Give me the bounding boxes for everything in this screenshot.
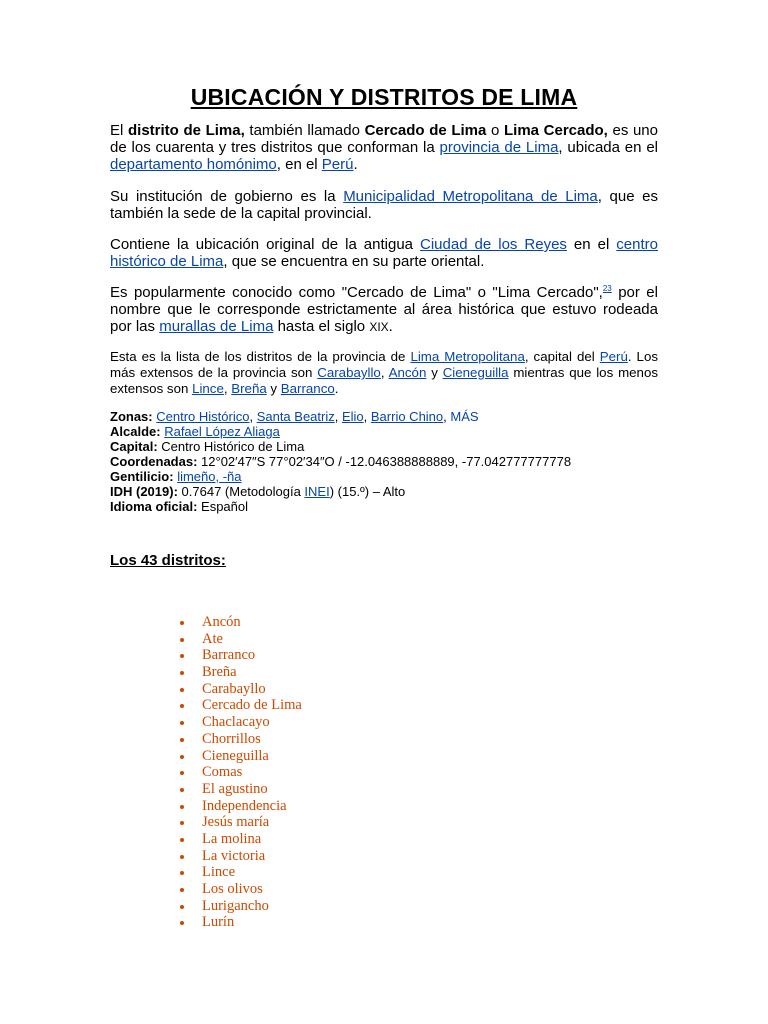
link-zona[interactable]: Santa Beatriz <box>256 409 335 424</box>
link-cieneguilla[interactable]: Cieneguilla <box>442 365 509 380</box>
text: y <box>426 365 443 380</box>
info-row-zonas: Zonas: Centro Histórico, Santa Beatriz, Elio, Barrio Chino, MÁS <box>110 409 479 424</box>
list-item <box>178 731 302 748</box>
district-name: La molina <box>202 830 262 847</box>
link-centro-historico[interactable]: centro histórico de Lima <box>110 236 658 270</box>
info-value: Español <box>201 499 249 514</box>
link-mas[interactable]: MÁS <box>450 409 479 424</box>
district-name: Lurigancho <box>202 897 269 914</box>
link-municipalidad[interactable]: Municipalidad Metropolitana de Lima <box>343 188 598 205</box>
districts-list <box>178 614 302 931</box>
district-name: La victoria <box>202 847 266 864</box>
paragraph-intro <box>110 122 658 173</box>
list-item <box>178 831 302 848</box>
text: mientras que los menos extensos son <box>110 365 658 396</box>
bullet-icon <box>180 638 184 642</box>
text: . <box>334 381 339 396</box>
info-label: Zonas: <box>110 409 153 424</box>
text: . Los más extensos de la provincia son <box>110 349 658 380</box>
list-item <box>178 664 302 681</box>
district-name: Jesús maría <box>202 814 270 831</box>
link-lince[interactable]: Lince <box>192 381 224 396</box>
link-departamento[interactable]: departamento homónimo <box>110 156 277 173</box>
link-lima-metropolitana[interactable]: Lima Metropolitana <box>410 349 525 364</box>
paragraph-cercado <box>110 284 658 336</box>
info-label: Alcalde: <box>110 424 161 439</box>
info-label: Coordenadas: <box>110 454 198 469</box>
bullet-icon <box>180 704 184 708</box>
info-row-capital <box>110 439 670 454</box>
info-value: Centro Histórico de Lima <box>161 439 305 454</box>
district-name: Chaclacayo <box>202 714 270 731</box>
link-zona[interactable]: Elio <box>341 409 364 424</box>
link-gentilicio[interactable]: limeño, -ña <box>177 469 242 484</box>
link-zona[interactable]: Barrio Chino <box>370 409 444 424</box>
list-item <box>178 631 302 648</box>
bullet-icon <box>180 738 184 742</box>
district-name: Cieneguilla <box>202 747 269 764</box>
text: hasta el siglo <box>273 318 370 335</box>
district-name: Lince <box>202 864 236 881</box>
info-row-coordenadas <box>110 454 670 469</box>
bullet-icon <box>180 671 184 675</box>
list-item <box>178 781 302 798</box>
list-item <box>178 864 302 881</box>
link-zona[interactable]: Centro Histórico <box>156 409 250 424</box>
list-item <box>178 647 302 664</box>
bullet-icon <box>180 905 184 909</box>
bold-term: Lima Cercado, <box>504 122 608 139</box>
district-name: Ancón <box>202 614 241 630</box>
paragraph-gobierno <box>110 188 658 222</box>
district-name: Comas <box>202 764 243 781</box>
bullet-icon <box>180 805 184 809</box>
footnote-link[interactable]: 23 <box>602 284 612 293</box>
link-ciudad-de-los-reyes[interactable]: Ciudad de los Reyes <box>420 236 567 253</box>
list-item <box>178 898 302 915</box>
text: y <box>266 381 281 396</box>
bullet-icon <box>180 688 184 692</box>
info-row-gentilicio <box>110 469 670 484</box>
paragraph-ubicacion <box>110 236 658 270</box>
text: también llamado <box>244 122 365 139</box>
link-provincia-de-lima[interactable]: provincia de Lima <box>439 139 559 156</box>
list-item <box>178 714 302 731</box>
list-item <box>178 614 302 631</box>
text: . <box>388 318 393 335</box>
bullet-icon <box>180 721 184 725</box>
bullet-icon <box>180 755 184 759</box>
list-item <box>178 814 302 831</box>
text: , en el <box>276 156 322 173</box>
district-name: Independencia <box>202 797 287 814</box>
list-item <box>178 798 302 815</box>
districts-heading: Los 43 distritos: <box>110 552 226 569</box>
bullet-icon <box>180 821 184 825</box>
list-item <box>178 764 302 781</box>
bullet-icon <box>180 654 184 658</box>
text: Esta es la lista de los distritos de la provincia de <box>110 349 411 364</box>
bold-term: distrito de Lima, <box>127 122 245 139</box>
link-inei[interactable]: INEI <box>304 484 330 499</box>
text: , capital del <box>524 349 600 364</box>
link-ancon[interactable]: Ancón <box>388 365 427 380</box>
link-brena[interactable]: Breña <box>231 381 267 396</box>
link-alcalde[interactable]: Rafael López Aliaga <box>164 424 280 439</box>
info-value: 0.7647 (Metodología <box>181 484 305 499</box>
district-name: Cercado de Lima <box>202 697 302 714</box>
text: , que se encuentra en su parte oriental. <box>223 253 485 270</box>
bullet-icon <box>180 871 184 875</box>
list-item <box>178 881 302 898</box>
info-label: Capital: <box>110 439 158 454</box>
bold-term: Cercado de Lima <box>364 122 487 139</box>
bullet-icon <box>180 855 184 859</box>
bullet-icon <box>180 838 184 842</box>
info-row-idioma <box>110 499 670 514</box>
link-murallas[interactable]: murallas de Lima <box>159 318 274 335</box>
bullet-icon <box>180 621 184 625</box>
text: , ubicada en el <box>558 139 659 156</box>
link-barranco[interactable]: Barranco <box>280 381 335 396</box>
list-item <box>178 914 302 931</box>
info-box <box>110 409 670 514</box>
info-value: ) (15.º) – Alto <box>329 484 406 499</box>
info-value: 12°02′47″S 77°02′34″O / -12.046388888889, -77.042777777778 <box>201 454 572 469</box>
text: , <box>223 381 232 396</box>
link-peru[interactable]: Perú <box>599 349 628 364</box>
info-label: Idioma oficial: <box>110 499 198 514</box>
text: Contiene la ubicación original de la antigua <box>110 236 421 253</box>
text: Es popularmente conocido como "Cercado de Lima" o "Lima Cercado", <box>110 284 603 301</box>
district-name: Carabayllo <box>202 680 266 697</box>
text: en el <box>566 236 617 253</box>
text: o <box>486 122 504 139</box>
district-name: Ate <box>202 630 223 647</box>
bullet-icon <box>180 771 184 775</box>
text: , que es también la sede de la capital provincial. <box>110 188 659 222</box>
text: por el nombre que le corresponde estrictamente al área histórica que estuvo rodeada por las <box>110 284 658 335</box>
bullet-icon <box>180 921 184 925</box>
text: Su institución de gobierno es la <box>110 188 344 205</box>
district-name: El agustino <box>202 780 268 797</box>
info-row-idh <box>110 484 670 499</box>
bullet-icon <box>180 788 184 792</box>
list-item <box>178 748 302 765</box>
list-item <box>178 848 302 865</box>
text: El <box>110 122 128 139</box>
text: es uno de los cuarenta y tres distritos que conforman la <box>110 122 658 156</box>
district-name: Chorrillos <box>202 730 261 747</box>
link-carabayllo[interactable]: Carabayllo <box>317 365 381 380</box>
district-name: Barranco <box>202 647 256 664</box>
list-item <box>178 681 302 698</box>
district-name: Lurín <box>202 914 235 931</box>
district-name: Breña <box>202 664 237 681</box>
paragraph-lista <box>110 349 658 397</box>
list-item <box>178 697 302 714</box>
text: XIX <box>369 320 389 334</box>
info-row-alcalde <box>110 424 670 439</box>
bullet-icon <box>180 888 184 892</box>
info-label: Gentilicio: <box>110 469 174 484</box>
info-label: IDH (2019): <box>110 484 178 499</box>
link-peru[interactable]: Perú <box>321 156 354 173</box>
text: . <box>353 156 358 173</box>
district-name: Los olivos <box>202 881 263 897</box>
text: , <box>380 365 389 380</box>
page-title: UBICACIÓN Y DISTRITOS DE LIMA <box>190 84 578 110</box>
